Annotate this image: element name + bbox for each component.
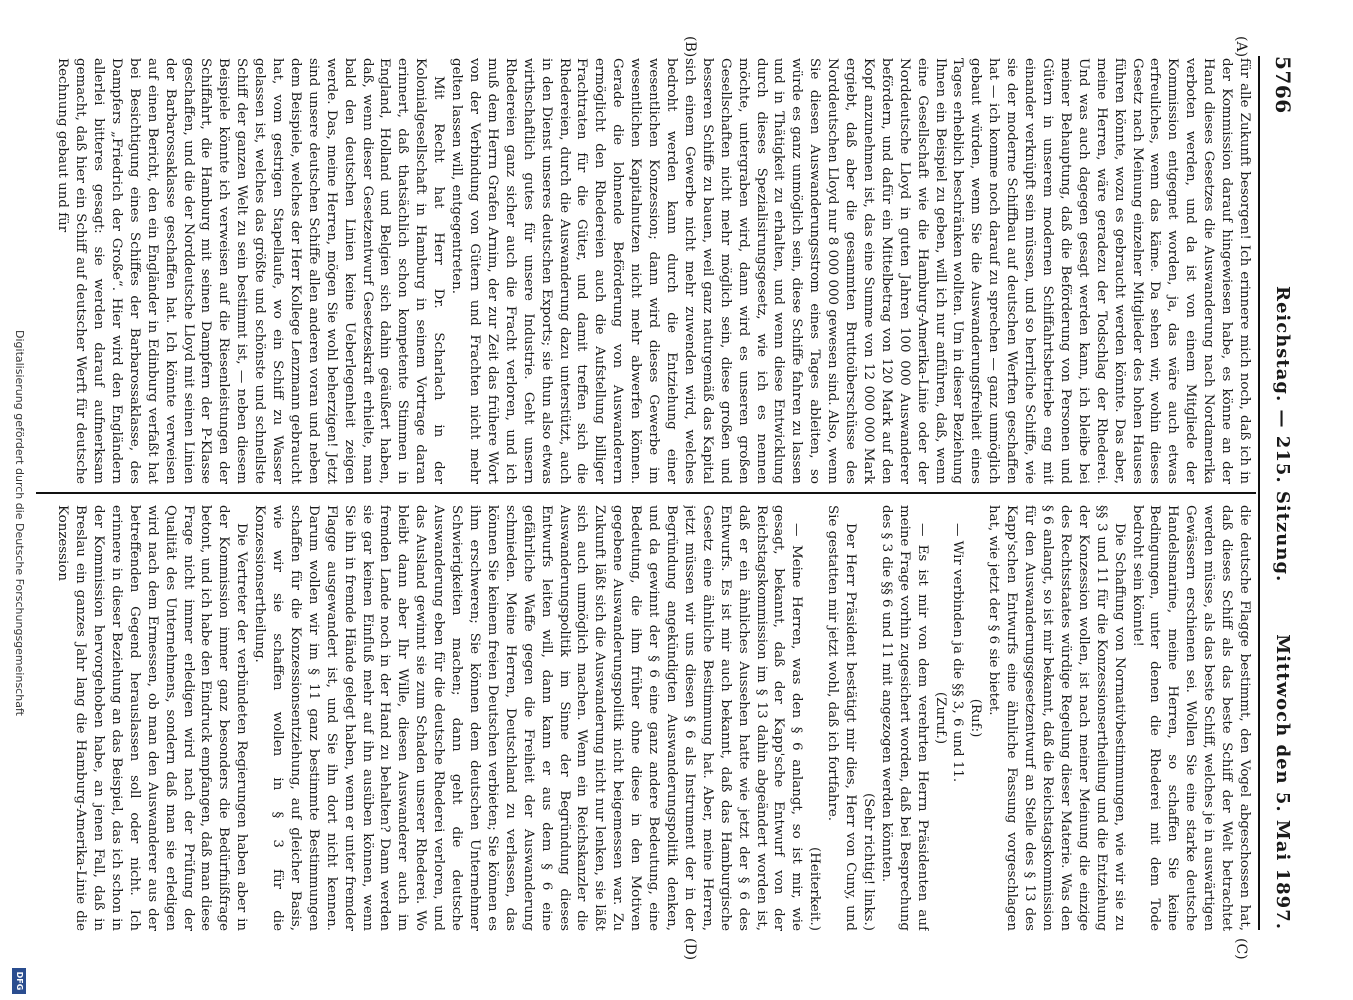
column-divider: [36, 492, 1256, 494]
page-title: Reichstag. — 215. Sitzung.: [1272, 286, 1293, 583]
margin-marker-a: (A): [1233, 36, 1249, 58]
dfg-logo: DFG: [12, 968, 26, 994]
page-number: 5766: [1271, 56, 1295, 114]
paragraph: — Wir verbinden ja die §§ 3, 6 und 11.: [950, 523, 966, 783]
right-column: [43, 505, 1253, 931]
funding-note: Digitalisierung gefördert durch die Deutsche Forschungsgemeinschaft: [13, 330, 26, 716]
interjection: (Zuruf.): [932, 691, 948, 745]
margin-marker-c: (C): [1233, 938, 1249, 960]
interjection: (Heiterkeit.): [807, 847, 823, 931]
page-header: [1265, 56, 1295, 930]
paragraph: Mit Recht hat Herr Dr. Scharlach in der Kolonialgesellschaft in Hamburg in seinem Vortrage daran erinnert, daß thatsächlich schon kompetente Stimmen in England, Holland und Belgien sich dahin geäußert haben, daß, wenn dieser Gesetzentwurf Gesetzeskraft erhielte, man bald den deutschen Linien keine Ueberlegenheit zeigen werde. Das, meine Herren, mögen Sie wohl beherzigen! Jetzt sind unsere deutschen Schiffe allen anderen voran und neben dem Beispiele, welches der Herr Kollege Lenzmann gebraucht hat, vom gestrigen Stapellaufe, wo ein Schiff zu Wasser gelassen ist, welches das größte und schönste und schnellste Schiff der ganzen Welt zu sein bestimmt ist, — neben diesem Beispiele könnte ich verweisen auf die Riesenleistungen der Schiffahrt, die Hamburg mit seinen Dampfern der P-Klasse geschaffen, und die der Norddeutsche Lloyd mit seinen Linien der Barbarossaklasse geschaffen hat. Ich könnte verweisen auf einen Bericht, den ein Engländer in Edinburg verfaßt hat bei Besichtigung eines Schiffes der Barbarossaklasse, des Dampfers „Friedrich der Große“. Hier wird den Engländern allerlei bitteres gesagt: sie werden darauf aufmerksam gemacht, daß hier ein Schiff auf deutscher Werft für deutsche Rechnung gebaut und für: [55, 58, 447, 484]
left-column: [43, 58, 1253, 484]
paragraph: Die Vertreter der verbündeten Regierungen haben aber in der Kommission immer ganz besonders die Bedürfnißfrage betont, und ich habe den Eindruck empfangen, daß man diese Frage nicht immer erledigen wird nach der Prüfung der Qualität des Unternehmens, sondern daß man sie erledigen wird nach dem Ermessen, ob man den Auswanderer aus der betreffenden Gegend herauslassen soll oder nicht. Ich erinnere in dieser Beziehung an das Beispiel, das ich schon in der Kommission hervorgehoben habe, an jenen Fall, daß in Breslau ein ganzes Jahr lang die Hamburg-Amerika-Linie die Konzession: [55, 505, 250, 931]
page-footer: [8, 0, 28, 1000]
paragraph: Die Schaffung von Normativbestimmungen, wie wir sie zu §§ 3 und 11 für die Konzessionsertheilung und die Entziehung der Konzession wollen, ist nach meiner Meinung die einzige des Rechtsstaates würdige Regelung dieser Materie. Was den § 6 anlangt, so ist mir bekannt, daß die Reichstagskommission für den Auswanderungsgesetzentwurf an Stelle des § 13 des Kapp'schen Entwurfs eine ähnliche Fassung vorgeschlagen hat, wie jetzt der § 6 sie bietet.: [986, 505, 1127, 931]
margin-marker-d: (D): [682, 938, 698, 961]
paragraph: für alle Zukunft besorgen! Ich erinnere mich noch, daß ich in der Kommission darauf hingewiesen habe, es könne an der Hand dieses Gesetzes die Auswanderung nach Nordamerika verboten werden, und da ist von einem Mitgliede der Kommission entgegnet worden, ja, das wäre auch etwas erfreuliches, wenn das käme. Da sehen wir, wohin dieses Gesetz nach Meinung einzelner Mitglieder des hohen Hauses führen könnte, wozu es gebraucht werden könnte. Das aber, meine Herren, wäre geradezu der Todschlag der Rhederei. Und was auch dagegen gesagt werden kann, ich bleibe bei meiner Behauptung, daß die Beförderung von Personen und Gütern in unserem modernen Schiffahrtsbetriebe eng mit einander verknüpft sein müssen, und so herrliche Schiffe, wie sie der moderne Schiffbau auf deutschen Werften geschaffen hat — ich komme noch darauf zu sprechen — ganz unmöglich gebaut würden, wenn Sie die Auswanderungsfreiheit eines Tages erheblich beschränken wollten. Um in dieser Beziehung Ihnen ein Beispiel zu geben, will ich nur anführen, daß, wenn eine Gesellschaft wie die Hamburg-Amerika-Linie oder der Norddeutsche Lloyd in guten Jahren 100 000 Auswanderer befördern, und dafür ein Mittelbetrag von 120 Mark auf den Kopf anzunehmen ist, das eine Summe von 12 000 000 Mark ergiebt, daß aber die gesammten Bruttoüberschüsse des Norddeutschen Lloyd nur 8 000 000 gewesen sind. Also, wenn Sie diesen Auswanderungsstrom eines Tages ableiten, so würde es ganz unmöglich sein, diese Schiffe fahren zu lassen und in Thätigkeit zu erhalten, und wenn diese Entwicklung durch dieses Spezialisirungsgesetz, wie ich es nennen möchte, untergraben wird, dann wird es unseren großen Gesellschaften nicht mehr möglich sein, diese großen und besseren Schiffe zu bauen, weil ganz naturgemäß das Kapital sich einem Gewerbe nicht mehr zuwenden wird, welches bedroht werden kann durch die Entziehung einer wesentlichen Konzession; dann wird dieses Gewerbe im wesentlichen Kapitalnutzen nicht mehr abwerfen können. Gerade die lohnende Beförderung von Auswanderern ermöglicht den Rhedereien auch die Aufstellung billiger Frachtraten für die Güter, und damit treffen sich die Rhedereien, durch die Auswanderung dazu unterstützt, auch in den Dienst unseres deutschen Exports; sie thun also etwas wirthschaftlich gutes für unsere Industrie. Geht unsern Rhedereien ganz sicher auch die Fracht verloren, und ich muß dem Herrn Grafen Arnim, der zur Zeit das frühere Wort von der Verbindung von Gütern und Frachten nicht mehr gelten lassen will, entgegentreten.: [449, 58, 1252, 484]
interjection: (Ruf:): [968, 698, 984, 738]
margin-marker-b: (B): [682, 36, 698, 58]
paragraph: — Es ist mir von dem verehrten Herrn Präsidenten auf meine Frage vorhin zugesichert worden, daß bei Besprechung des § 3 die §§ 6 und 11 mit angezogen werden könnten.: [878, 505, 930, 931]
paragraph: die deutsche Flagge bestimmt, den Vogel abgeschossen hat, daß dieses Schiff als das beste Schiff der Welt betrachtet werden müsse, als das beste Schiff, welches je in auswärtigen Gewässern erschienen sei. Wollen Sie eine starke deutsche Handelsmarine, meine Herren, so schaffen Sie keine Bedingungen, unter denen die Rhederei mit dem Tode bedroht sein könnte!: [1129, 505, 1252, 931]
paragraph: — Meine Herren, was den § 6 anlangt, so ist mir, wie gesagt, bekannt, daß der Kapp'sche Entwurf von der Reichstagskommission im § 13 dahin abgeändert worden ist, daß er ein ähnliches Aussehen hatte wie jetzt der § 6 des Entwurfs. Es ist mir auch bekannt, daß das Hamburgische Gesetz eine ähnliche Bestimmung hat. Aber, meine Herren, jetzt müssen wir uns diesen § 6 als Instrument der in der Begründung angekündigten Auswanderungspolitik denken, und da gewinnt der § 6 eine ganz andere Bedeutung, eine Bedeutung, die ihm früher ohne diese in den Motiven gegebene Auswanderungspolitik nicht beigemessen war. Zu Zukunft läßt sich die Auswanderung nicht nur lenken, sie läßt sich auch unmöglich machen. Wenn ein Reichskanzler die Auswanderungspolitik im Sinne der Begründung dieses Entwurfs leiten will, dann kann er aus dem § 6 eine gefährliche Waffe gegen die Freiheit der Auswanderung schmieden. Meine Herren, Deutschland zu verlassen, das können Sie keinem freien Deutschen verbieten; Sie können es ihm erschweren; Sie können dem deutschen Unternehmer Schwierigkeiten machen; dann geht die deutsche Auswanderung eben für die deutsche Rhederei verloren, und das Ausland gewinnt sie zum Schaden unserer Rhederei. Wo bleibt dann aber Ihr Wille, diesen Auswanderer auch im fremden Lande noch in der Hand zu behalten? Dann werden sie gar keinen Einfluß mehr auf ihn ausüben können, wenn Sie ihn in fremde Hände gelegt haben, wenn er unter fremder Flagge ausgewandert ist, und Sie ihn dort nicht kennen. Darum wollen wir im § 11 ganz bestimmte Bestimmungen schaffen für die Konzessionsentziehung, auf gleicher Basis, wie wir sie schaffen wollen in § 3 für die Konzessionsertheilung.: [252, 505, 805, 931]
session-date: Mittwoch den 5. Mai 1897.: [1272, 634, 1293, 930]
interjection: (Sehr richtig! links.): [860, 793, 876, 931]
header-rule: [1258, 56, 1260, 930]
president-statement: Der Herr Präsident bestätigt mir dies, Herr von Cuny, und Sie gestatten mir jetzt wohl, daß ich fortfahre.: [825, 505, 859, 931]
